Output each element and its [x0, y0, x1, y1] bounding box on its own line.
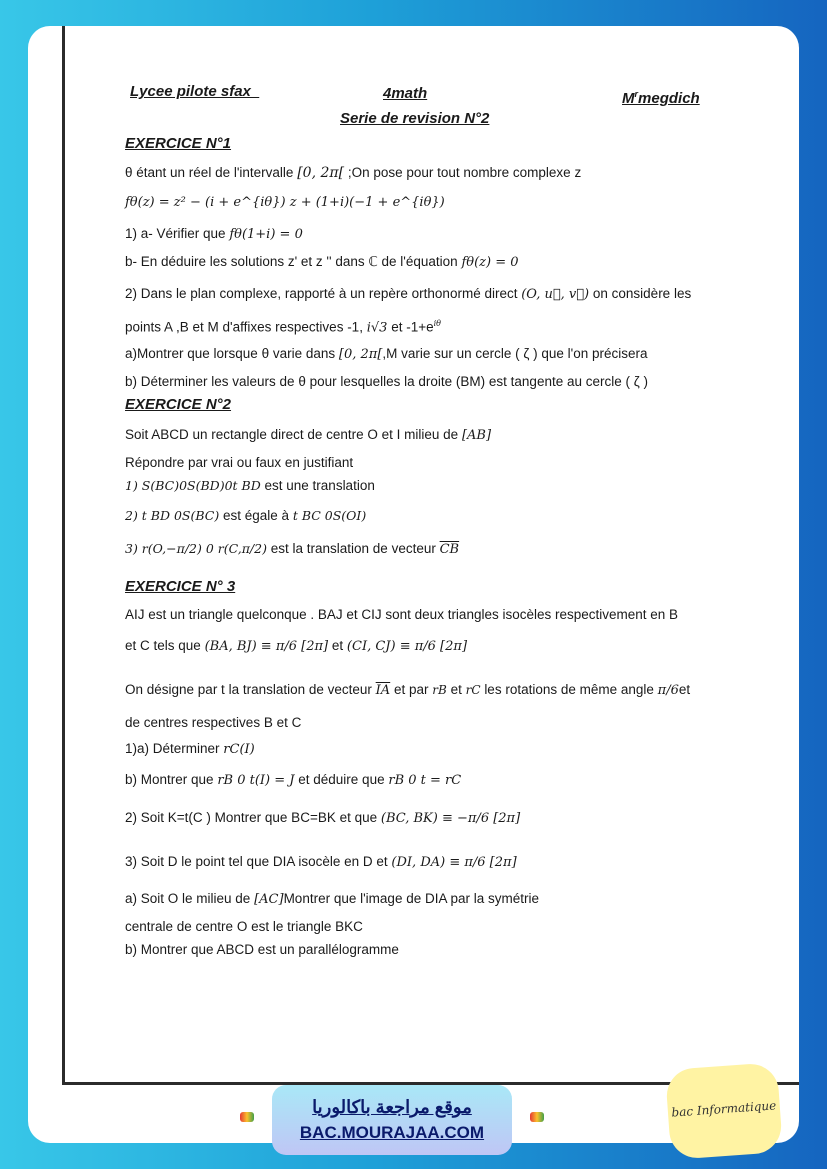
ex3-qa: a) Soit O le milieu de [AC]Montrer que l'image de DIA par la symétrie: [125, 891, 540, 907]
ex1-formula: fθ(z) = z² − (i + e^{iθ}) z + (1+i)(−1 + e^{iθ}): [125, 195, 445, 210]
site-badge[interactable]: [272, 1085, 512, 1155]
ex2-q3: 3) r(O,−π/2) 0 r(C,π/2) est la translation de vecteur $\overline{CB}$: [125, 541, 460, 557]
ex1-q2b: b) Déterminer les valeurs de θ pour lesquelles la droite (BM) est tangente au cercle ( ζ ): [125, 374, 648, 389]
ex2-intro: Soit ABCD un rectangle direct de centre O et I milieu de [AB]: [125, 427, 492, 443]
ex3-q1a: 1)a) Déterminer rC(I): [125, 741, 255, 757]
site-url-link[interactable]: BAC.MOURAJAA.COM: [299, 1123, 485, 1142]
brand-note: [665, 1062, 783, 1160]
school-name: Lycee pilote sfax_: [130, 83, 260, 100]
ex1-q2-points: points A ,B et M d'affixes respectives -1, i√3 et $-1+e^{i\theta}$: [125, 319, 441, 336]
ex1-intro: θ étant un réel de l'intervalle [0, 2π[ ;On pose pour tout nombre complexe z: [125, 165, 582, 181]
ex3-line4: de centres respectives B et C: [125, 715, 302, 730]
ex1-q1a: 1) a- Vérifier que fθ(1+i) = 0: [125, 226, 303, 242]
ex3-q2: 2) Soit K=t(C ) Montrer que BC=BK et que (BC, BK) ≡ −π/6 [2π]: [125, 810, 521, 826]
site-name-arabic[interactable]: موقع مراجعة باكالوريا: [312, 1097, 472, 1117]
class-name: 4math: [383, 85, 428, 102]
ex3-line2: et C tels que (BA, BJ) ≡ π/6 [2π] et (CI, CJ) ≡ π/6 [2π]: [125, 638, 468, 654]
exercise-3-title: EXERCICE N° 3: [125, 578, 236, 595]
ex1-q2: 2) Dans le plan complexe, rapporté à un repère orthonormé direct (O, u⃗, v⃗) on considère les: [125, 286, 692, 302]
exercise-2-title: EXERCICE N°2: [125, 396, 232, 413]
ex1-q2a: a)Montrer que lorsque θ varie dans [0, 2π[,M varie sur un cercle ( ζ ) que l'on précisera: [125, 346, 648, 362]
ex3-line3: On désigne par t la translation de vecteur $\overline{IA}$ et par rB et rC les rotations de même angle π/6et: [125, 682, 691, 698]
exercise-1-title: EXERCICE N°1: [125, 135, 232, 152]
ex3-qa-line2: centrale de centre O est le triangle BKC: [125, 919, 363, 934]
brand-text: bac Informatique: [671, 1098, 777, 1120]
ex3-q3: 3) Soit D le point tel que DIA isocèle en D et (DI, DA) ≡ π/6 [2π]: [125, 854, 517, 870]
ex2-q2: 2) t BD 0S(BC) est égale à t BC 0S(OI): [125, 508, 367, 523]
page-title: Serie de revision N°2: [340, 110, 490, 127]
ex3-qb: b) Montrer que ABCD est un parallélogramme: [125, 942, 399, 957]
left-logo-icon: [234, 1104, 260, 1130]
ex3-line1: AIJ est un triangle quelconque . BAJ et CIJ sont deux triangles isocèles respectivement en B: [125, 607, 679, 622]
ex2-q1: 1) S(BC)0S(BD)0t BD est une translation: [125, 478, 375, 493]
right-logo-icon: [524, 1104, 550, 1130]
ex2-instruction: Répondre par vrai ou faux en justifiant: [125, 455, 354, 470]
ex3-q1b: b) Montrer que rB 0 t(I) = J et déduire que rB 0 t = rC: [125, 772, 462, 788]
ex1-q1b: b- En déduire les solutions z' et z '' dans ℂ de l'équation fθ(z) = 0: [125, 254, 519, 270]
teacher-name: $M^rmegdich$: [622, 89, 700, 107]
